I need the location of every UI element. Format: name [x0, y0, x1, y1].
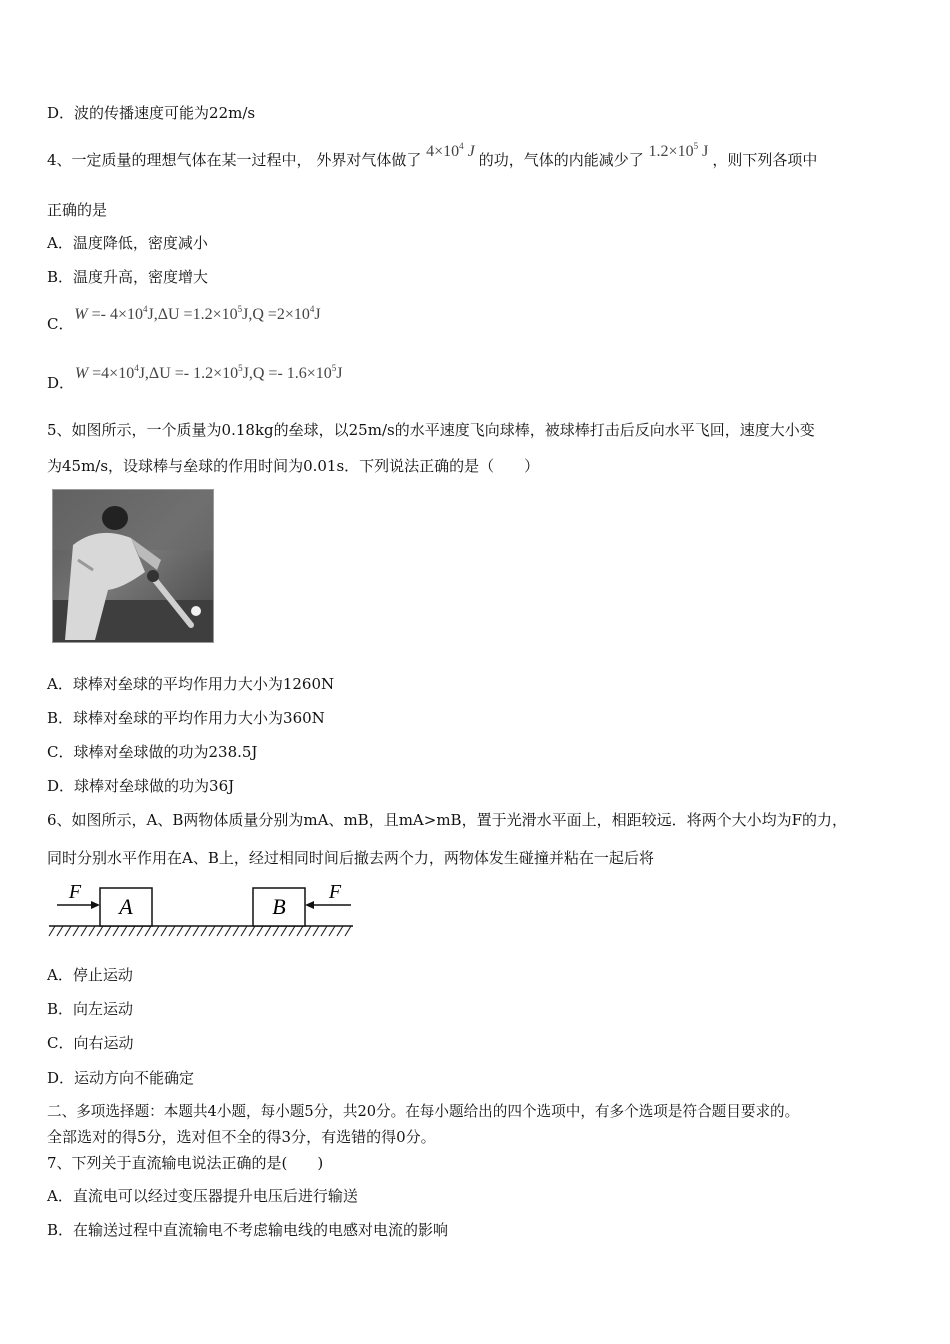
q5-stem-line2: 为45m/s，设球棒与垒球的作用时间为0.01s．下列说法正确的是（ ） [47, 457, 540, 475]
force-label-right: F [328, 881, 342, 903]
q6-option-b: B．向左运动 [47, 1000, 134, 1018]
section2-heading-line2: 全部选对的得5分，选对但不全的得3分，有选错的得0分。 [47, 1128, 436, 1146]
q4-option-d [47, 363, 343, 393]
q4-option-d-label: D． [47, 374, 75, 392]
q4-stem-line2: 正确的是 [47, 201, 108, 219]
q6-stem-line2: 同时分别水平作用在A、B上，经过相同时间后撤去两个力，两物体发生碰撞并粘在一起后将 [47, 849, 654, 867]
q6-force-diagram [47, 878, 357, 943]
q4-option-d-formula: $W =4\times 10^4J,\Delta U =- 1.2\times 10^5J,Q =- 1.6\times 10^5J$ [74, 363, 343, 382]
q4-stem-line1 [47, 141, 818, 170]
q7-option-b: B．在输送过程中直流输电不考虑输电线的电感对电流的影响 [47, 1221, 449, 1239]
force-label-left: F [68, 881, 82, 903]
q5-option-b: B．球棒对垒球的平均作用力大小为360N [47, 709, 325, 727]
q4-stem-b: 的功，气体的内能减少了 [478, 151, 644, 169]
q5-option-c: C．球棒对垒球做的功为238.5J [47, 743, 258, 761]
q7-option-a: A．直流电可以经过变压器提升电压后进行输送 [47, 1187, 358, 1205]
q4-option-c [47, 304, 321, 334]
q5-stem-line1: 5、如图所示，一个质量为0.18kg的垒球，以25m/s的水平速度飞向球棒，被球棒打击后反向水平飞回，速度大小变 [47, 421, 815, 439]
q3-option-d: D．波的传播速度可能为22m/s [47, 104, 256, 122]
q7-stem: 7、下列关于直流输电说法正确的是( ) [47, 1154, 324, 1172]
q4-work-value: $4\times 10^4$ J [426, 141, 475, 160]
section2-heading-line1: 二、多项选择题：本题共4小题，每小题5分，共20分。在每小题给出的四个选项中，有多个选项是符合题目要求的。 [47, 1103, 800, 1120]
q6-option-a: A．停止运动 [47, 966, 133, 984]
q4-option-a: A．温度降低，密度减小 [47, 234, 208, 252]
block-a-label: A [119, 894, 133, 919]
q4-option-c-formula: $W =- 4\times 10^4J,\Delta U =1.2\times 10^5J,Q =2\times 10^4J$ [74, 304, 321, 323]
q4-option-c-label: C． [47, 315, 74, 333]
q4-option-b: B．温度升高，密度增大 [47, 268, 209, 286]
q6-stem-line1: 6、如图所示，A、B两物体质量分别为mA、mB，且mA>mB，置于光滑水平面上，相距较远．将两个大小均为F的力， [47, 811, 847, 829]
q5-option-a: A．球棒对垒球的平均作用力大小为1260N [47, 675, 335, 693]
q6-option-d: D．运动方向不能确定 [47, 1069, 195, 1087]
q4-stem-a: 4、一定质量的理想气体在某一过程中， 外界对气体做了 [47, 151, 422, 169]
q4-stem-c: ，则下列各项中 [712, 151, 818, 169]
q5-option-d: D．球棒对垒球做的功为36J [47, 777, 235, 795]
baseball-batter-photo [52, 489, 214, 643]
q4-energy-value: $1.2\times 10^5$ J [648, 141, 709, 160]
q6-option-c: C．向右运动 [47, 1034, 134, 1052]
block-b-label: B [272, 894, 286, 919]
